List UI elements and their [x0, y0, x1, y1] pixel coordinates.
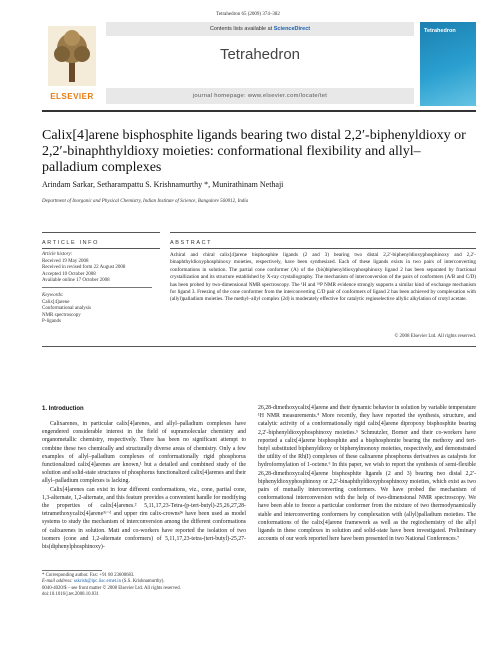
history-label: Article history:: [42, 252, 73, 257]
abstract-bottom-rule: [42, 346, 476, 347]
doi-line[interactable]: doi:10.1016/j.tet.2008.10.031: [42, 592, 99, 598]
online-date: Available online 17 October 2008: [42, 278, 110, 284]
article-info-column: [42, 252, 152, 326]
introduction-heading: 1. Introduction: [42, 406, 84, 412]
journal-homepage-link[interactable]: journal homepage: www.elsevier.com/locate/tet: [106, 88, 414, 104]
body-right-column: [258, 404, 476, 543]
authors: Arindam Sarkar, Setharampattu S. Krishnamurthy *, Munirathinam Nethaji: [42, 180, 284, 189]
journal-citation: Tetrahedron 65 (2009) 374–382: [216, 12, 280, 17]
front-matter-footer: [42, 586, 252, 599]
contents-bar: [106, 22, 414, 36]
cover-title: Tetrahedron: [424, 28, 456, 34]
contents-text: Contents lists available at: [209, 26, 273, 32]
abstract-rule: [170, 248, 476, 249]
intro-paragraph-1: Calixarenes, in particular calix[4]arenes, and allyl–palladium complexes have engendered considerable interest in the field of supramolecular chemistry and organometallic chemistry, respectively. There has been no significant attempt to combine these two chemically and structurally diverse areas of chemistry. Only a few examples of allyl–palladium complexes of conformationally rigid phosphorus functionalized calix[4]arenes are known,¹ but a detailed and combined study of the solution and solid-state structures of phosphorus functionalized calix[4]arenes and their allyl–palladium complexes is lacking.: [42, 421, 246, 485]
issn-line: 0040-4020/$ – see front matter © 2008 Elsevier Ltd. All rights reserved.: [42, 586, 181, 591]
affiliation: Department of Inorganic and Physical Chemistry, Indian Institute of Science, Bangalore 560012, India: [42, 199, 249, 204]
corresponding-author: * Corresponding author. Fax: +91 80 23600683.: [42, 573, 135, 578]
article-info-top-rule: [42, 232, 160, 233]
keyword-item: Conformational analysis: [42, 306, 92, 312]
email-line: [42, 579, 252, 585]
elsevier-logo: [42, 22, 102, 106]
publisher-name: ELSEVIER: [50, 92, 94, 101]
accepted-date: Accepted 10 October 2008: [42, 271, 96, 277]
abstract-top-rule: [170, 232, 476, 233]
article-title: Calix[4]arene bisphosphite ligands bearing two distal 2,2′-biphenyldioxy or 2,2′-binaphthyldioxy moieties: conformational flexibility and allyl–palladium complexes: [42, 128, 466, 175]
header-center: [106, 22, 414, 106]
abstract-heading: ABSTRACT: [170, 240, 213, 246]
abstract-text: Achiral and chiral calix[4]arene bisphosphite ligands (2 and 3) bearing two distal 2,2′-biphenyldioxyphosphinoxy and 2,2′-binaphthyldioxyphosphinoxy moieties, respectively, have been synthesized. Each of these ligands exists in two pairs of interconverting conformations in solution. The partial cone conformer (A) of the (bis)biphenyldioxyphosphinoxy ligand 2 has been separated by fractional crystallization and its structure established by X-ray crystallography. The mechanism of interconversion of the pairs of conformers (A/B and C/D) has been probed by two-dimensional NMR spectroscopy. The ¹H and ³¹P NMR evidence strongly supports a similar kind of exchange mechanism for ligand 3. Freezing of the cone conformer from the interconverting C/D pair of conformers of ligand 2 has been achieved by complexation with (allyl)palladium moieties. The methyl–allyl complex (2d) is moderately effective for catalytic regioselective allylic alkylation of crotyl acetate.: [170, 252, 476, 303]
header-divider: [42, 110, 476, 112]
tree-icon: [48, 26, 96, 86]
email-suffix: (S.S. Krishnamurthy).: [122, 579, 165, 585]
journal-cover: [420, 22, 476, 106]
abstract-copyright: © 2008 Elsevier Ltd. All rights reserved.: [394, 334, 476, 339]
revised-date: Received in revised form 22 August 2008: [42, 265, 126, 271]
intro-paragraph-2: Calix[4]arenes can exist in four different conformations, viz., cone, partial cone, 1,3-alternate, 1,2-alternate, and this feature provides a convenient handle for modifying the properties of calix[4]arenes.² 5,11,17,23-Tetra-(p-tert-butyl)-25,26,27,28-tetramethoxycalix[4]arene³ᵃ⁻ᵈ and upper rim calix-crowns³ᵉ have been used as model systems to study the mechanism of interconversion among the different conformations of calixarenes in solution. Matt and co-workers have reported the isolation of two isomers (cone and 1,2-alternate conformers) of 5,11,17,23-tetra-(tert-butyl)-25,27-bis(diphenylphosphinoxy)-: [42, 486, 246, 551]
keywords-label: Keywords:: [42, 292, 64, 298]
body-left-column: [42, 420, 246, 551]
article-info-heading: ARTICLE INFO: [42, 240, 99, 246]
keyword-item: Calix[4]arene: [42, 299, 70, 305]
sciencedirect-link[interactable]: ScienceDirect: [273, 26, 311, 32]
keyword-item: P-ligands: [42, 319, 61, 325]
received-date: Received 19 May 2008: [42, 258, 89, 264]
footnote-rule: [42, 570, 102, 571]
intro-paragraph-3: 26,28-dimethoxycalix[4]arene and their dynamic behavior in solution by variable temperature ¹H NMR measurements.⁴ More recently, they have reported the synthesis, structure, and catalytic activity of a conformationally rigid calix[4]arene dipropoxy bisphosphite bearing 2,2′-biphenyldioxyphosphinoxy moieties.⁵ Schmutzler, Borner and their co-workers have reported a calix[4]arene bisphosphite and a bisphosphonite bearing the methoxy and tert-butyl substituted biphenyldioxy or biphenylmonoxy moieties, respectively, and demonstrated the utility of the Rh(I) complexes of these calixarene phosphorus derivatives as catalysts for hydroformylation of 1-octene.⁶ In this paper, we wish to report the synthesis of semi-flexible 26,28-dimethoxycalix[4]arene bisphosphite ligands (2 and 3) bearing two distal 2,2′-biphenyldioxyphosphinoxy or 2,2′-binaphthyldioxyphosphinoxy moieties, which exist as two pairs of mutually interconverting conformers. We have probed the mechanism of conformational interconversion with the help of two-dimensional NMR spectroscopy. We have been able to freeze a particular conformer from the mixture of two thermodynamically stable and interconverting conformers by complexation with (allyl)palladium moieties. The conformations of the calix[4]arene framework as well as the regiochemistry of the allyl ligands in these complexes in solution and solid-state have been investigated. Preliminary accounts of our work reported here have been presented in two National Conferences.⁷: [258, 405, 476, 543]
email-link[interactable]: sskrish@ipc.iisc.ernet.in: [73, 579, 121, 585]
corresponding-footnote: [42, 570, 252, 586]
keywords-divider: [42, 285, 152, 288]
email-label: E-mail address:: [42, 579, 73, 585]
article-info-rule: [42, 248, 160, 249]
journal-title: Tetrahedron: [219, 46, 301, 63]
journal-header: [42, 22, 476, 106]
keyword-item: NMR spectroscopy: [42, 312, 81, 318]
